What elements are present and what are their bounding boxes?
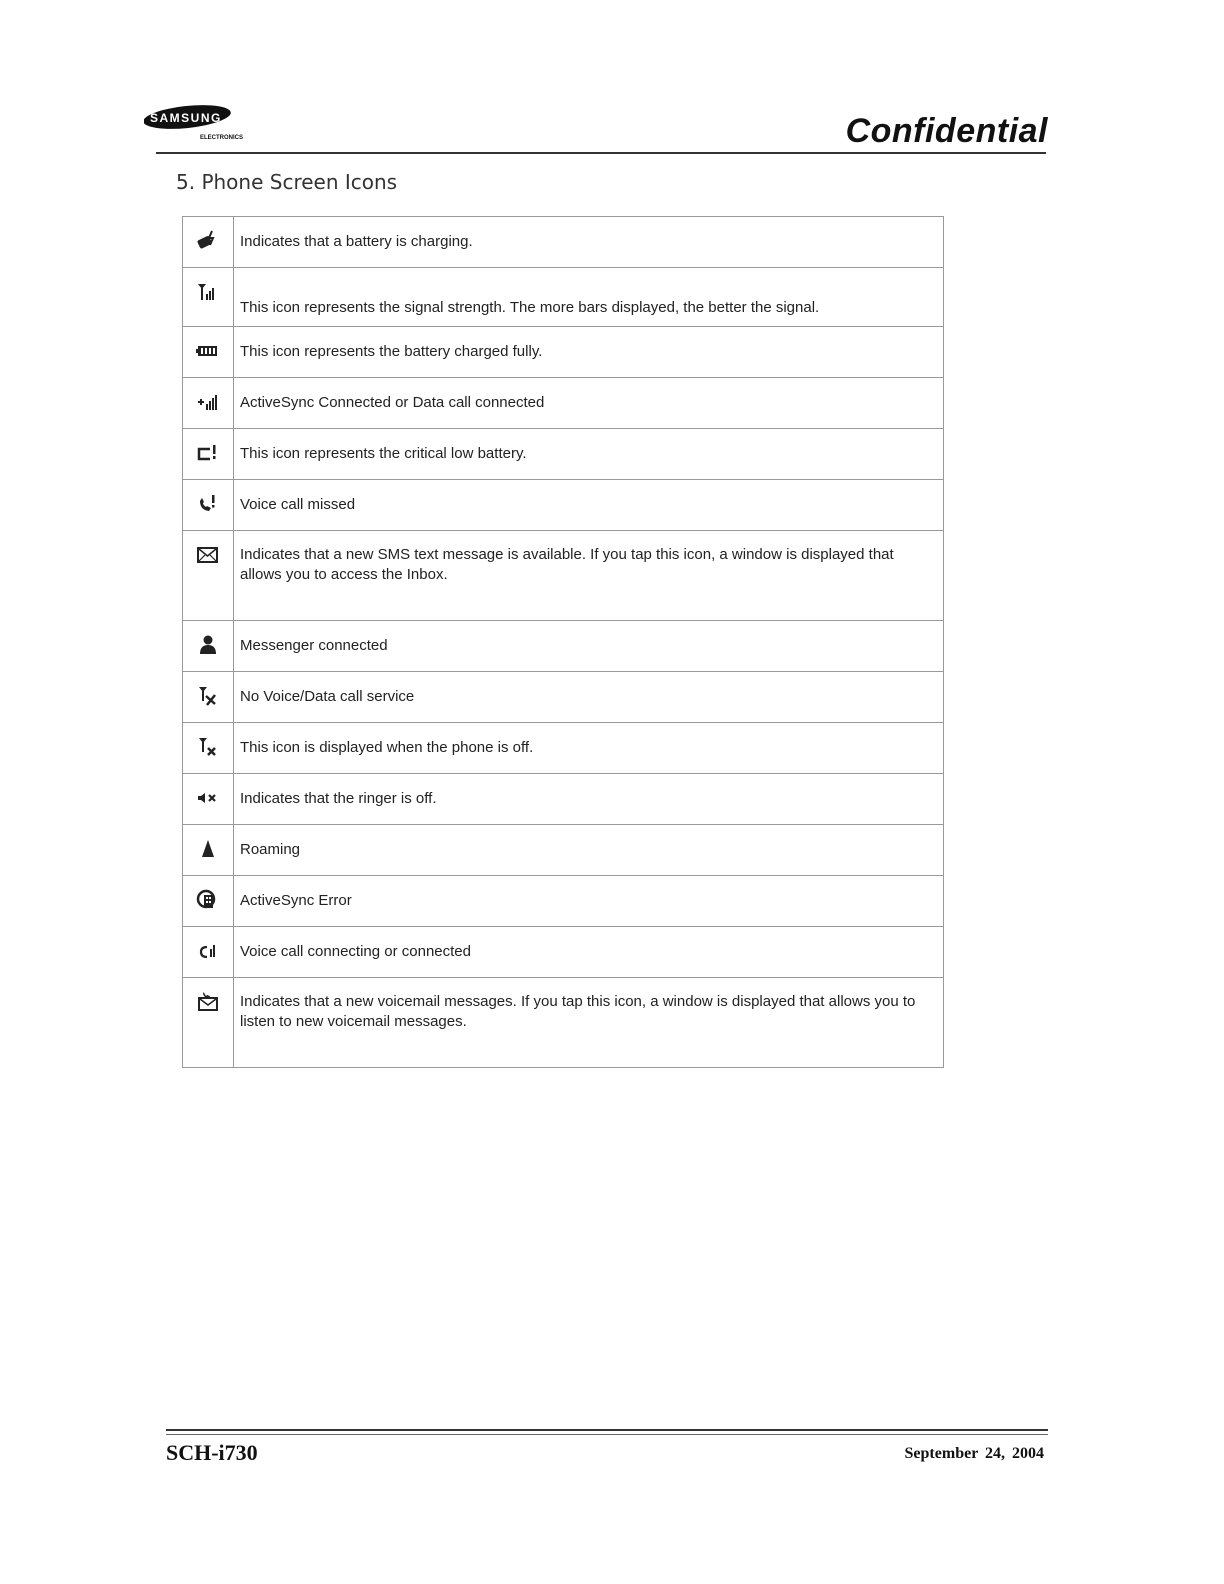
icon-cell [183,774,234,825]
icon-cell [183,480,234,531]
icon-description: Voice call missed [234,480,944,531]
icon-description: ActiveSync Connected or Data call connected [234,378,944,429]
icon-description: No Voice/Data call service [234,672,944,723]
section-title: 5. Phone Screen Icons [176,170,398,194]
table-row [183,217,944,268]
icon-description: This icon represents the battery charged fully. [234,327,944,378]
icon-description: Voice call connecting or connected [234,927,944,978]
icon-cell [183,672,234,723]
icon-cell [183,978,234,1068]
icon-cell [183,268,234,327]
table-row [183,825,944,876]
model-number: SCH-i730 [166,1440,258,1465]
icon-description: Indicates that a battery is charging. [234,217,944,268]
confidential-label: Confidential [845,112,1048,150]
icon-cell [183,723,234,774]
battery-charging-icon [195,229,221,253]
activesync-error-icon [195,888,221,912]
voicemail-icon [195,990,221,1014]
icon-cell [183,327,234,378]
table-row [183,927,944,978]
low-battery-icon [195,441,221,465]
table-row [183,621,944,672]
icon-description: Roaming [234,825,944,876]
table-row [183,774,944,825]
table-row [183,723,944,774]
table-row [183,480,944,531]
icon-cell [183,531,234,621]
activesync-connected-icon [195,390,221,414]
icon-cell [183,378,234,429]
phone-off-icon [195,735,221,759]
logo-brand-text: SAMSUNG [150,111,222,125]
header-divider [156,152,1046,154]
table-row [183,327,944,378]
icon-cell [183,217,234,268]
table-row [183,268,944,327]
samsung-logo [144,104,284,144]
logo-sub-text: ELECTRONICS [200,135,244,141]
samsung-logo-icon [144,104,284,144]
icon-description: Indicates that a new SMS text message is available. If you tap this icon, a window is displayed that allows you to access the Inbox. [234,531,944,621]
table-row [183,378,944,429]
icon-cell [183,825,234,876]
footer-divider [166,1429,1048,1431]
icon-description: Indicates that a new voicemail messages. If you tap this icon, a window is displayed that allows you to listen to new voicemail messages. [234,978,944,1068]
table-row [183,672,944,723]
ringer-off-icon [195,786,221,810]
table-row [183,876,944,927]
icon-cell [183,876,234,927]
battery-full-icon [195,339,221,363]
icon-description: Messenger connected [234,621,944,672]
no-service-icon [195,684,221,708]
icon-description: This icon represents the signal strength. The more bars displayed, the better the signal. [234,268,944,327]
icon-cell [183,927,234,978]
voice-call-icon [195,939,221,963]
icon-description: This icon represents the critical low battery. [234,429,944,480]
phone-icons-table [182,216,944,1068]
icon-cell [183,429,234,480]
missed-call-icon [195,492,221,516]
roaming-icon [195,837,221,861]
table-row [183,978,944,1068]
messenger-icon [195,633,221,657]
icon-description: Indicates that the ringer is off. [234,774,944,825]
icon-description: This icon is displayed when the phone is off. [234,723,944,774]
table-row [183,429,944,480]
icon-description: ActiveSync Error [234,876,944,927]
table-row [183,531,944,621]
sms-message-icon [195,543,221,567]
signal-strength-icon [195,280,221,304]
icon-cell [183,621,234,672]
footer-divider-thin [166,1434,1048,1435]
document-date: September 24, 2004 [904,1445,1044,1462]
